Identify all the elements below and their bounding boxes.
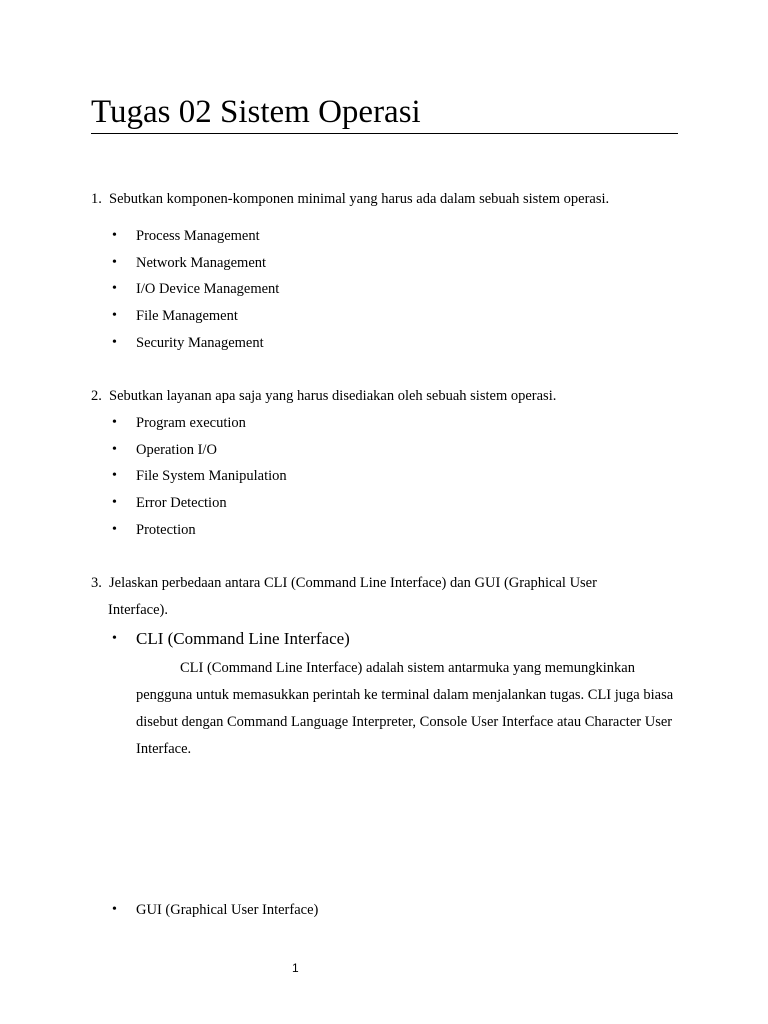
bullet-icon: • bbox=[112, 415, 117, 430]
question-3 bbox=[91, 570, 597, 624]
question-text: Sebutkan komponen-komponen minimal yang harus ada dalam sebuah sistem operasi. bbox=[109, 191, 610, 207]
bullet-icon: • bbox=[112, 902, 117, 917]
question-text-continuation: Interface). bbox=[108, 602, 168, 618]
gui-heading-text: GUI (Graphical User Interface) bbox=[136, 902, 319, 918]
question-1 bbox=[91, 186, 609, 213]
list-item: • File Management bbox=[0, 303, 279, 330]
page-title: Tugas 02 Sistem Operasi bbox=[91, 92, 678, 134]
question-2-list bbox=[0, 410, 287, 544]
cli-paragraph: CLI (Command Line Interface) adalah sistem antarmuka yang memungkinkan pengguna untuk memasukkan perintah ke terminal dalam menjalankan tugas. CLI juga biasa disebut dengan Command Language Interpreter, Console User Interface atau Character User Interface. bbox=[136, 660, 674, 757]
gui-heading bbox=[112, 897, 319, 923]
bullet-icon: • bbox=[112, 631, 117, 646]
bullet-icon: • bbox=[112, 441, 117, 457]
list-item: • I/O Device Management bbox=[0, 276, 279, 303]
question-2 bbox=[91, 383, 556, 410]
list-item: • File System Manipulation bbox=[0, 463, 287, 490]
list-item: • Protection bbox=[0, 517, 287, 544]
bullet-icon: • bbox=[112, 495, 117, 511]
question-1-list bbox=[0, 223, 279, 357]
list-item: • Program execution bbox=[0, 410, 287, 437]
bullet-icon: • bbox=[112, 334, 117, 350]
bullet-icon: • bbox=[112, 254, 117, 270]
question-number: 1. bbox=[91, 191, 102, 207]
question-text: Sebutkan layanan apa saja yang harus disediakan oleh sebuah sistem operasi. bbox=[109, 388, 557, 404]
bullet-icon: • bbox=[112, 308, 117, 324]
bullet-icon: • bbox=[112, 468, 117, 484]
bullet-icon: • bbox=[112, 228, 117, 243]
cli-heading-text: CLI (Command Line Interface) bbox=[136, 629, 350, 648]
bullet-icon: • bbox=[112, 281, 117, 297]
list-item: • Error Detection bbox=[0, 490, 287, 517]
question-number: 3. bbox=[91, 575, 102, 591]
list-item: • Process Management bbox=[0, 223, 279, 250]
page-number: 1 bbox=[292, 961, 299, 975]
list-item: • Security Management bbox=[0, 330, 279, 357]
list-item: • Operation I/O bbox=[0, 437, 287, 464]
cli-heading bbox=[112, 626, 350, 652]
list-item: • Network Management bbox=[0, 250, 279, 277]
bullet-icon: • bbox=[112, 521, 117, 537]
question-number: 2. bbox=[91, 388, 102, 404]
question-text: Jelaskan perbedaan antara CLI (Command Line Interface) dan GUI (Graphical User bbox=[109, 575, 597, 591]
